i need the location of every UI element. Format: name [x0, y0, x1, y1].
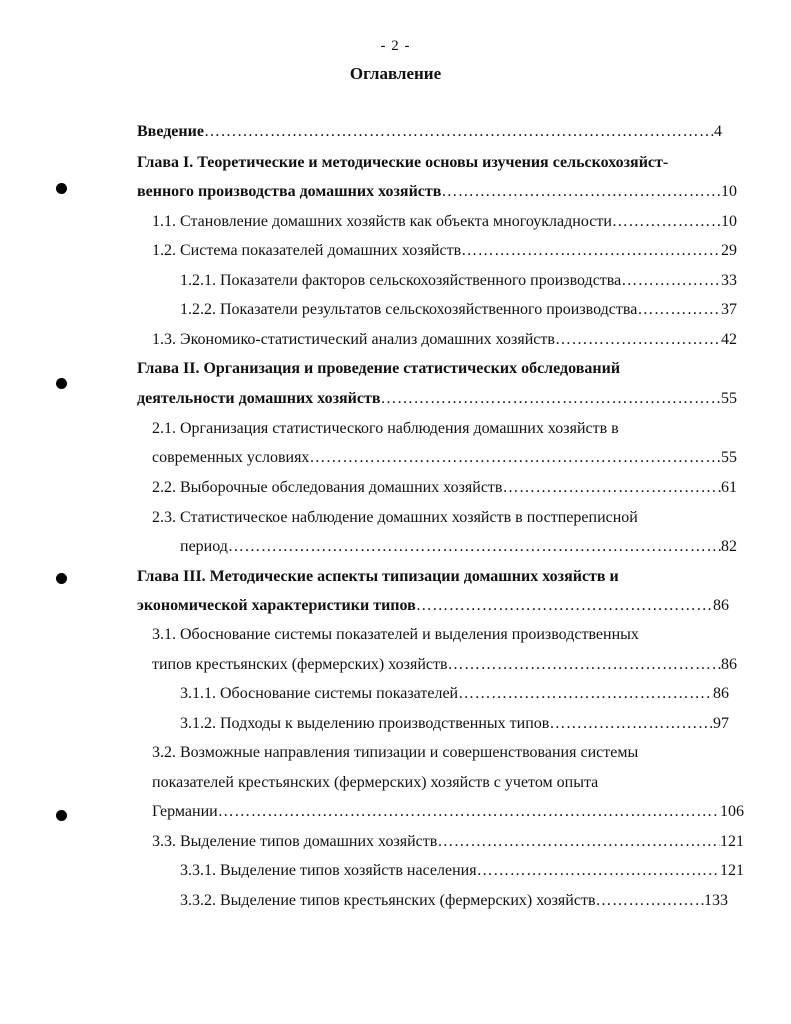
toc-page: 55 — [721, 390, 737, 407]
toc-page: 121 — [720, 833, 744, 850]
toc-entry-title: Введение — [137, 123, 204, 140]
toc-leader — [555, 329, 721, 351]
toc-entry-title: 1.2.2. Показатели результатов сельскохозяйственного производства — [180, 301, 638, 318]
toc-entry-3-2-line2[interactable]: показателей крестьянских (фермерских) хозяйств с учетом опыта — [152, 774, 599, 791]
toc-leader — [477, 860, 720, 882]
punch-hole — [56, 183, 67, 194]
toc-entry-1-1[interactable] — [152, 211, 737, 233]
toc-entry-title: 1.2. Система показателей домашних хозяйств — [152, 242, 462, 259]
toc-page: 42 — [721, 331, 737, 348]
toc-leader — [458, 683, 713, 705]
toc-page: 106 — [720, 803, 744, 820]
punch-hole — [56, 378, 67, 389]
toc-leader — [621, 270, 721, 292]
toc-page: 82 — [721, 538, 737, 555]
toc-page: 10 — [721, 213, 737, 230]
toc-entry-chapter-3[interactable] — [137, 595, 729, 617]
toc-entry-1-2[interactable] — [152, 240, 737, 262]
toc-leader — [441, 181, 721, 203]
toc-entry-1-2-1[interactable] — [180, 270, 737, 292]
toc-page: 86 — [713, 597, 729, 614]
toc-entry-3-3-2[interactable] — [180, 890, 728, 912]
punch-hole — [56, 573, 67, 584]
toc-leader — [437, 831, 720, 853]
toc-entry-title: период — [180, 538, 228, 555]
toc-page: 121 — [720, 862, 744, 879]
toc-page: 133 — [704, 892, 728, 909]
toc-leader — [380, 388, 721, 410]
toc-entry-title: 3.3.2. Выделение типов крестьянских (фермерских) хозяйств — [180, 892, 596, 909]
toc-leader — [461, 240, 721, 262]
toc-entry-3-1-2[interactable] — [180, 713, 729, 735]
toc-leader — [596, 890, 705, 912]
toc-entry-title: экономической характеристики типов — [137, 597, 416, 614]
toc-entry-2-3[interactable] — [180, 536, 737, 558]
toc-page: 10 — [721, 183, 737, 200]
toc-entry-2-2[interactable] — [152, 477, 737, 499]
toc-leader — [612, 211, 721, 233]
toc-leader — [502, 477, 721, 499]
toc-leader — [549, 713, 713, 735]
toc-page: 86 — [721, 656, 737, 673]
toc-entry-3-1-line1[interactable]: 3.1. Обоснование системы показателей и выделения производственных — [152, 626, 639, 643]
toc-entry-title: 1.2.1. Показатели факторов сельскохозяйственного производства — [180, 272, 622, 289]
toc-entry-title: венного производства домашних хозяйств — [137, 183, 442, 200]
toc-entry-title: 1.1. Становление домашних хозяйств как объекта многоукладности — [152, 213, 612, 230]
toc-entry-3-2-line1[interactable]: 3.2. Возможные направления типизации и совершенствования системы — [152, 744, 639, 761]
toc-entry-title: 2.2. Выборочные обследования домашних хозяйств — [152, 479, 503, 496]
toc-page: 29 — [721, 242, 737, 259]
toc-chapter-2-title-line1[interactable]: Глава II. Организация и проведение статистических обследований — [137, 360, 621, 377]
toc-page: 97 — [713, 715, 729, 732]
toc-entry-3-2[interactable] — [152, 801, 744, 823]
toc-leader — [637, 299, 721, 321]
toc-entry-title: 3.3. Выделение типов домашних хозяйств — [152, 833, 438, 850]
page-number: - 2 - — [380, 38, 411, 54]
toc-entry-1-3[interactable] — [152, 329, 737, 351]
toc-entry-title: Германии — [152, 803, 218, 820]
toc-entry-3-1-1[interactable] — [180, 683, 729, 705]
toc-leader — [228, 536, 721, 558]
toc-entry-2-1[interactable] — [152, 447, 737, 469]
toc-page: 33 — [721, 272, 737, 289]
toc-entry-chapter-1[interactable] — [137, 181, 737, 203]
toc-page: 55 — [721, 449, 737, 466]
toc-entry-intro[interactable] — [137, 121, 722, 143]
toc-page: 86 — [713, 685, 729, 702]
toc-entry-title: современных условиях — [152, 449, 310, 466]
toc-entry-title: деятельности домашних хозяйств — [137, 390, 381, 407]
toc-entry-3-3[interactable] — [152, 831, 744, 853]
toc-entry-1-2-2[interactable] — [180, 299, 737, 321]
toc-chapter-1-title-line1[interactable]: Глава I. Теоретические и методические основы изучения сельскохозяйст- — [137, 154, 669, 171]
toc-entry-title: 3.1.1. Обоснование системы показателей — [180, 685, 459, 702]
toc-page: 37 — [721, 301, 737, 318]
toc-entry-chapter-2[interactable] — [137, 388, 737, 410]
toc-entry-3-1[interactable] — [152, 654, 737, 676]
toc-leader — [309, 447, 721, 469]
page-title: Оглавление — [349, 64, 442, 83]
toc-entry-title: типов крестьянских (фермерских) хозяйств — [152, 656, 448, 673]
toc-entry-2-3-line1[interactable]: 2.3. Статистическое наблюдение домашних хозяйств в постпереписной — [152, 509, 638, 526]
toc-leader — [204, 121, 714, 143]
toc-entry-title: 1.3. Экономико-статистический анализ домашних хозяйств — [152, 331, 555, 348]
punch-hole — [56, 810, 67, 821]
toc-page: 4 — [714, 123, 722, 140]
toc-entry-title: 3.1.2. Подходы к выделению производственных типов — [180, 715, 550, 732]
toc-entry-title: 3.3.1. Выделение типов хозяйств населения — [180, 862, 477, 879]
toc-leader — [416, 595, 713, 617]
toc-page: 61 — [721, 479, 737, 496]
toc-entry-2-1-line1[interactable]: 2.1. Организация статистического наблюдения домашних хозяйств в — [152, 420, 619, 437]
toc-chapter-3-title-line1[interactable]: Глава III. Методические аспекты типизации домашних хозяйств и — [137, 568, 619, 585]
toc-leader — [448, 654, 721, 676]
toc-entry-3-3-1[interactable] — [180, 860, 744, 882]
toc-leader — [218, 801, 720, 823]
